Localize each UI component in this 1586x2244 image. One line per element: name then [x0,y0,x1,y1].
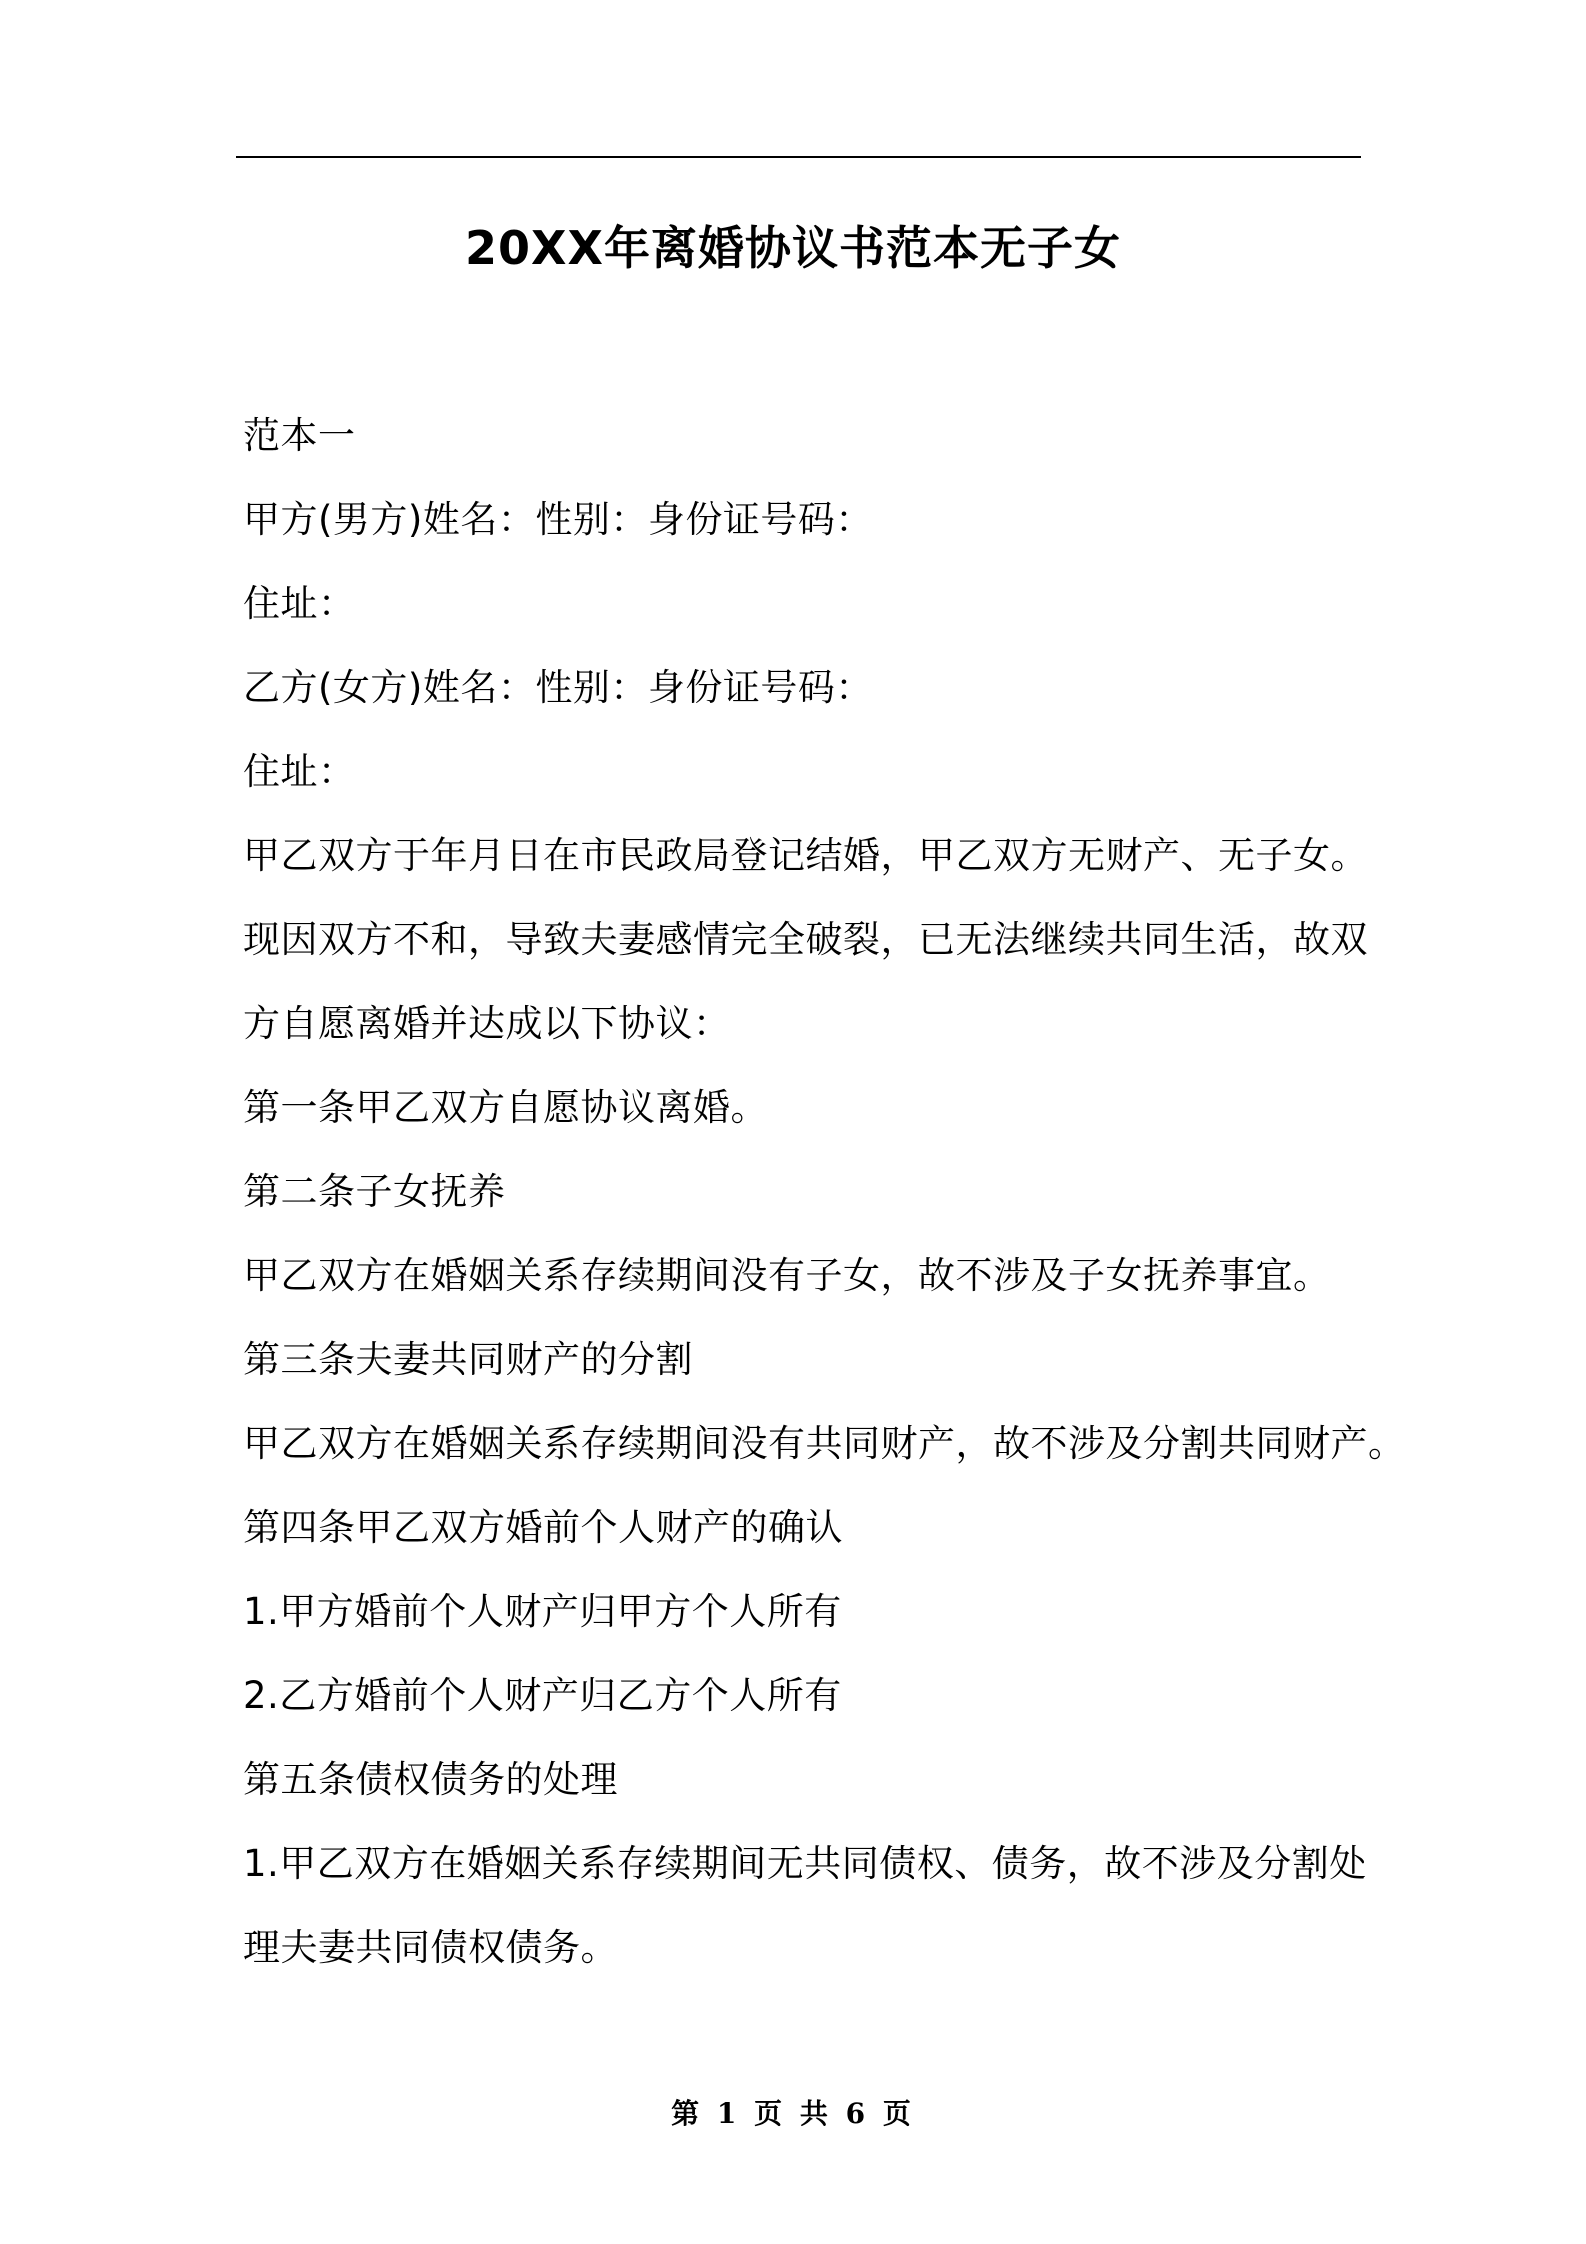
body-line: 住址： [243,750,356,793]
body-line: 甲乙双方于年月日在市民政局登记结婚，甲乙双方无财产、无子女。 [243,834,1368,877]
body-line: 甲乙双方在婚姻关系存续期间没有子女，故不涉及子女抚养事宜。 [243,1254,1331,1297]
body-line: 第二条子女抚养 [243,1170,506,1213]
document-body [243,408,1443,2004]
body-line: 甲方(男方)姓名：性别：身份证号码： [243,498,873,541]
body-line: 乙方(女方)姓名：性别：身份证号码： [243,666,873,709]
body-line: 理夫妻共同债权债务。 [243,1926,618,1969]
document-title: 20XX年离婚协议书范本无子女 [465,221,1121,275]
body-line: 住址： [243,582,356,625]
body-line: 范本一 [243,414,356,457]
body-line: 方自愿离婚并达成以下协议： [243,1002,731,1045]
body-line: 第四条甲乙双方婚前个人财产的确认 [243,1506,843,1549]
body-line: 现因双方不和，导致夫妻感情完全破裂，已无法继续共同生活，故双 [243,918,1368,961]
header-rule [236,156,1361,158]
body-line: 甲乙双方在婚姻关系存续期间没有共同财产，故不涉及分割共同财产。 [243,1422,1406,1465]
body-line: 第五条债权债务的处理 [243,1758,618,1801]
page-number-footer: 第 1 页 共 6 页 [671,2097,915,2130]
body-line: 1.甲方婚前个人财产归甲方个人所有 [243,1590,842,1633]
body-line: 1.甲乙双方在婚姻关系存续期间无共同债权、债务，故不涉及分割处 [243,1842,1367,1885]
body-line: 第一条甲乙双方自愿协议离婚。 [243,1086,768,1129]
body-line: 第三条夫妻共同财产的分割 [243,1338,693,1381]
body-line: 2.乙方婚前个人财产归乙方个人所有 [243,1674,842,1717]
